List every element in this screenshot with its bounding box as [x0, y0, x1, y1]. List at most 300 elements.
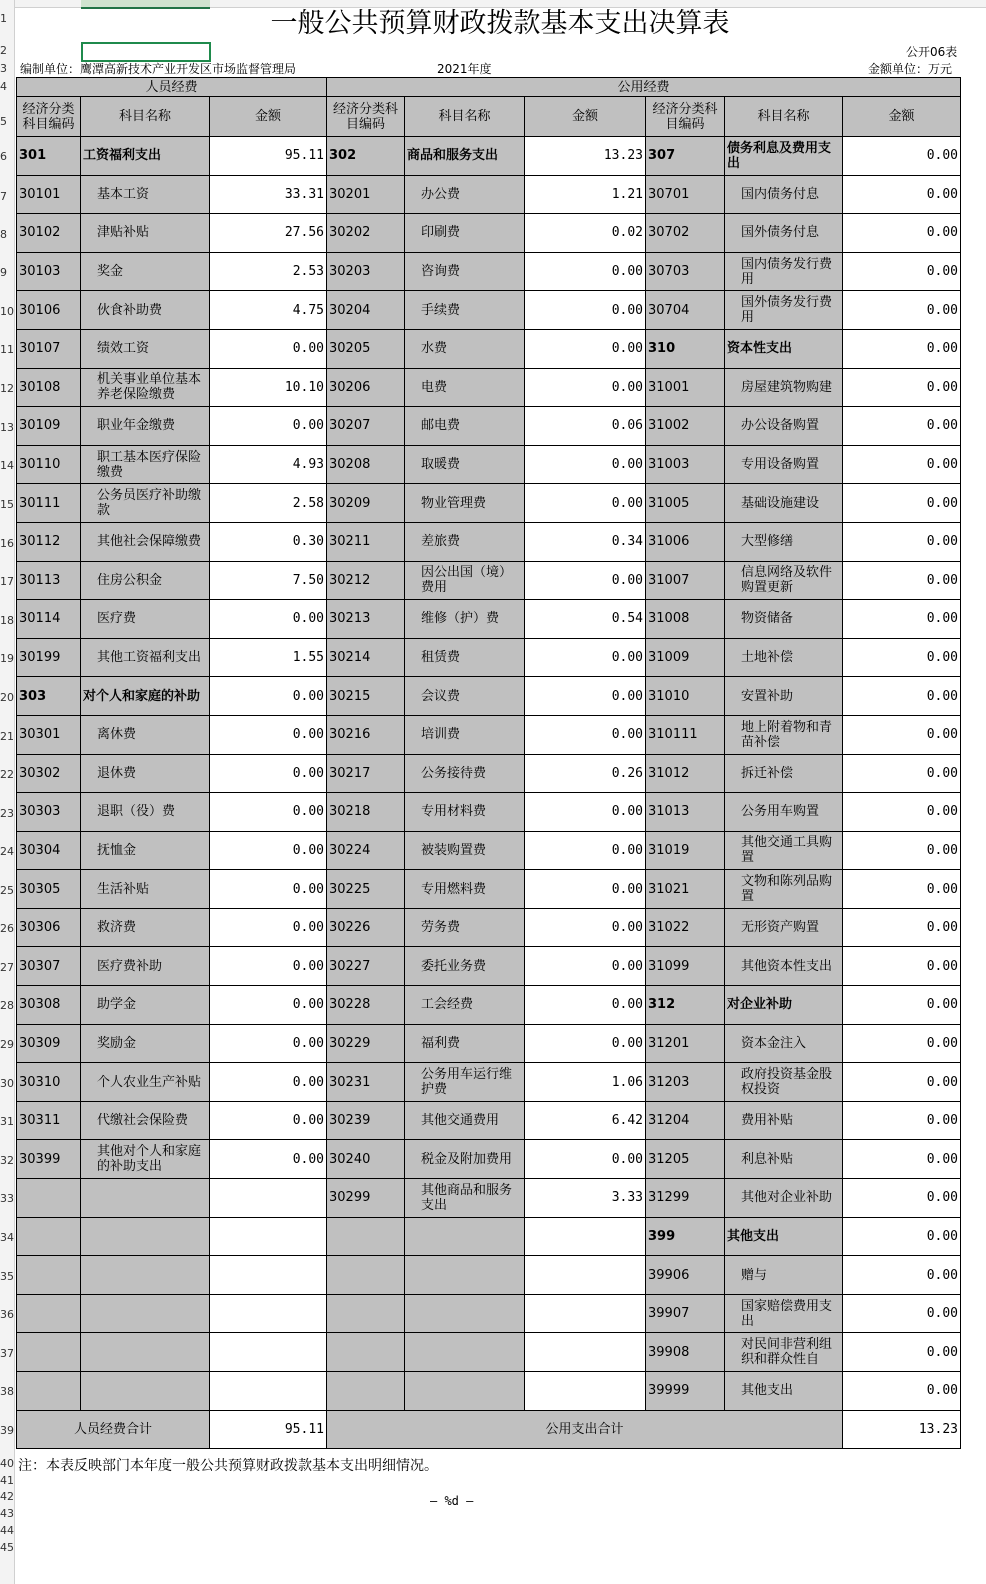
code-cell[interactable]: 30224	[327, 831, 405, 870]
subject-name-cell[interactable]: 对企业补助	[725, 986, 843, 1025]
code-cell[interactable]: 31006	[646, 522, 725, 561]
row-number[interactable]: 22	[0, 768, 14, 781]
subject-name-cell[interactable]: 手续费	[405, 291, 525, 330]
code-cell[interactable]: 30303	[17, 793, 81, 832]
subject-name-cell[interactable]: 代缴社会保险费	[81, 1101, 210, 1140]
subject-name-cell[interactable]: 福利费	[405, 1024, 525, 1063]
code-cell[interactable]: 30214	[327, 638, 405, 677]
col-name-c[interactable]: 科目名称	[725, 97, 843, 137]
amount-cell[interactable]: 0.00	[843, 175, 961, 214]
subject-name-cell[interactable]: 国内债务发行费用	[725, 252, 843, 291]
code-cell[interactable]: 31021	[646, 870, 725, 909]
amount-cell[interactable]	[525, 1372, 646, 1411]
subject-name-cell[interactable]	[81, 1179, 210, 1218]
code-cell[interactable]: 30113	[17, 561, 81, 600]
subject-name-cell[interactable]: 地上附着物和青苗补偿	[725, 715, 843, 754]
code-cell[interactable]	[327, 1217, 405, 1256]
subject-name-cell[interactable]: 住房公积金	[81, 561, 210, 600]
subject-name-cell[interactable]: 奖金	[81, 252, 210, 291]
subject-name-cell[interactable]	[81, 1217, 210, 1256]
subject-name-cell[interactable]: 其他交通工具购置	[725, 831, 843, 870]
row-number[interactable]: 43	[0, 1507, 14, 1520]
subject-name-cell[interactable]: 水费	[405, 329, 525, 368]
code-cell[interactable]: 31008	[646, 600, 725, 639]
amount-cell[interactable]: 6.42	[525, 1101, 646, 1140]
code-cell[interactable]: 30208	[327, 445, 405, 484]
code-cell[interactable]: 31007	[646, 561, 725, 600]
amount-cell[interactable]: 0.00	[525, 445, 646, 484]
personnel-total-label[interactable]: 人员经费合计	[17, 1410, 210, 1448]
amount-cell[interactable]: 0.00	[843, 947, 961, 986]
subject-name-cell[interactable]: 文物和陈列品购置	[725, 870, 843, 909]
subject-name-cell[interactable]: 资本性支出	[725, 329, 843, 368]
code-cell[interactable]: 30305	[17, 870, 81, 909]
code-cell[interactable]: 30204	[327, 291, 405, 330]
amount-cell[interactable]: 0.00	[525, 561, 646, 600]
amount-cell[interactable]	[210, 1179, 327, 1218]
code-cell[interactable]: 30203	[327, 252, 405, 291]
amount-cell[interactable]: 0.00	[525, 638, 646, 677]
amount-cell[interactable]: 0.00	[525, 831, 646, 870]
row-number[interactable]: 11	[0, 343, 14, 356]
amount-cell[interactable]: 0.00	[843, 445, 961, 484]
amount-cell[interactable]: 0.00	[843, 1140, 961, 1179]
code-cell[interactable]	[327, 1333, 405, 1372]
amount-cell[interactable]: 95.11	[210, 137, 327, 176]
code-cell[interactable]: 30239	[327, 1101, 405, 1140]
code-cell[interactable]: 301	[17, 137, 81, 176]
subject-name-cell[interactable]: 救济费	[81, 908, 210, 947]
amount-cell[interactable]: 13.23	[525, 137, 646, 176]
amount-cell[interactable]: 0.00	[843, 368, 961, 407]
subject-name-cell[interactable]: 土地补偿	[725, 638, 843, 677]
code-cell[interactable]: 30229	[327, 1024, 405, 1063]
subject-name-cell[interactable]: 助学金	[81, 986, 210, 1025]
code-cell[interactable]: 302	[327, 137, 405, 176]
amount-cell[interactable]: 0.00	[525, 252, 646, 291]
subject-name-cell[interactable]: 生活补贴	[81, 870, 210, 909]
amount-cell[interactable]: 0.30	[210, 522, 327, 561]
code-cell[interactable]	[327, 1256, 405, 1295]
subject-name-cell[interactable]: 办公费	[405, 175, 525, 214]
subject-name-cell[interactable]: 差旅费	[405, 522, 525, 561]
row-number[interactable]: 23	[0, 807, 14, 820]
row-number[interactable]: 45	[0, 1541, 14, 1554]
amount-cell[interactable]: 0.00	[525, 870, 646, 909]
row-number[interactable]: 38	[0, 1385, 14, 1398]
subject-name-cell[interactable]: 公务用车购置	[725, 793, 843, 832]
code-cell[interactable]: 31099	[646, 947, 725, 986]
selected-cell[interactable]	[81, 42, 211, 62]
public-total-value[interactable]: 13.23	[843, 1410, 961, 1448]
code-cell[interactable]: 30106	[17, 291, 81, 330]
subject-name-cell[interactable]: 租赁费	[405, 638, 525, 677]
amount-cell[interactable]: 4.93	[210, 445, 327, 484]
row-number[interactable]: 26	[0, 922, 14, 935]
subject-name-cell[interactable]: 国家赔偿费用支出	[725, 1294, 843, 1333]
code-cell[interactable]: 30240	[327, 1140, 405, 1179]
amount-cell[interactable]: 0.00	[210, 600, 327, 639]
row-number[interactable]: 32	[0, 1154, 14, 1167]
code-cell[interactable]: 30299	[327, 1179, 405, 1218]
amount-cell[interactable]: 0.00	[843, 291, 961, 330]
code-cell[interactable]: 30201	[327, 175, 405, 214]
code-cell[interactable]: 30226	[327, 908, 405, 947]
amount-cell[interactable]: 0.00	[525, 947, 646, 986]
amount-cell[interactable]: 0.26	[525, 754, 646, 793]
subject-name-cell[interactable]: 对个人和家庭的补助	[81, 677, 210, 716]
row-number[interactable]: 1	[0, 12, 7, 25]
subject-name-cell[interactable]	[81, 1333, 210, 1372]
amount-cell[interactable]: 0.00	[843, 1372, 961, 1411]
subject-name-cell[interactable]: 大型修缮	[725, 522, 843, 561]
code-cell[interactable]: 307	[646, 137, 725, 176]
code-cell[interactable]: 30308	[17, 986, 81, 1025]
code-cell[interactable]: 30109	[17, 407, 81, 446]
code-cell[interactable]: 30225	[327, 870, 405, 909]
subject-name-cell[interactable]: 其他工资福利支出	[81, 638, 210, 677]
subject-name-cell[interactable]: 资本金注入	[725, 1024, 843, 1063]
subject-name-cell[interactable]	[405, 1294, 525, 1333]
row-number[interactable]: 19	[0, 652, 14, 665]
amount-cell[interactable]	[525, 1256, 646, 1295]
amount-cell[interactable]: 3.33	[525, 1179, 646, 1218]
amount-cell[interactable]: 0.00	[843, 137, 961, 176]
code-cell[interactable]: 30103	[17, 252, 81, 291]
code-cell[interactable]: 30704	[646, 291, 725, 330]
subject-name-cell[interactable]: 费用补贴	[725, 1101, 843, 1140]
amount-cell[interactable]	[525, 1333, 646, 1372]
code-cell[interactable]: 30213	[327, 600, 405, 639]
col-amount-b[interactable]: 金额	[525, 97, 646, 137]
code-cell[interactable]: 30309	[17, 1024, 81, 1063]
subject-name-cell[interactable]: 公务用车运行维护费	[405, 1063, 525, 1102]
subject-name-cell[interactable]: 因公出国（境）费用	[405, 561, 525, 600]
code-cell[interactable]	[17, 1333, 81, 1372]
code-cell[interactable]: 31001	[646, 368, 725, 407]
code-cell[interactable]	[17, 1256, 81, 1295]
amount-cell[interactable]: 0.00	[843, 600, 961, 639]
amount-cell[interactable]: 0.00	[210, 677, 327, 716]
code-cell[interactable]: 30217	[327, 754, 405, 793]
amount-cell[interactable]: 0.00	[525, 908, 646, 947]
amount-cell[interactable]: 0.00	[525, 1140, 646, 1179]
code-cell[interactable]: 31002	[646, 407, 725, 446]
subject-name-cell[interactable]: 咨询费	[405, 252, 525, 291]
code-cell[interactable]: 30212	[327, 561, 405, 600]
code-cell[interactable]: 39906	[646, 1256, 725, 1295]
subject-name-cell[interactable]: 专用燃料费	[405, 870, 525, 909]
amount-cell[interactable]: 0.00	[210, 1101, 327, 1140]
amount-cell[interactable]: 27.56	[210, 214, 327, 253]
amount-cell[interactable]: 7.50	[210, 561, 327, 600]
amount-cell[interactable]: 0.00	[843, 1063, 961, 1102]
code-cell[interactable]: 31012	[646, 754, 725, 793]
code-cell[interactable]: 31201	[646, 1024, 725, 1063]
subject-name-cell[interactable]: 取暖费	[405, 445, 525, 484]
amount-cell[interactable]: 0.00	[843, 561, 961, 600]
subject-name-cell[interactable]: 医疗费补助	[81, 947, 210, 986]
subject-name-cell[interactable]: 抚恤金	[81, 831, 210, 870]
code-cell[interactable]: 30110	[17, 445, 81, 484]
code-cell[interactable]: 30107	[17, 329, 81, 368]
subject-name-cell[interactable]: 安置补助	[725, 677, 843, 716]
amount-cell[interactable]	[210, 1256, 327, 1295]
code-cell[interactable]: 31019	[646, 831, 725, 870]
subject-name-cell[interactable]: 信息网络及软件购置更新	[725, 561, 843, 600]
subject-name-cell[interactable]: 赠与	[725, 1256, 843, 1295]
amount-cell[interactable]: 0.00	[843, 1256, 961, 1295]
amount-cell[interactable]	[525, 1294, 646, 1333]
subject-name-cell[interactable]: 其他对企业补助	[725, 1179, 843, 1218]
subject-name-cell[interactable]: 维修（护）费	[405, 600, 525, 639]
amount-cell[interactable]: 0.00	[525, 484, 646, 523]
subject-name-cell[interactable]: 培训费	[405, 715, 525, 754]
row-number[interactable]: 37	[0, 1347, 14, 1360]
code-cell[interactable]: 399	[646, 1217, 725, 1256]
amount-cell[interactable]: 33.31	[210, 175, 327, 214]
code-cell[interactable]: 310	[646, 329, 725, 368]
subject-name-cell[interactable]: 电费	[405, 368, 525, 407]
subject-name-cell[interactable]: 其他交通费用	[405, 1101, 525, 1140]
subject-name-cell[interactable]	[405, 1256, 525, 1295]
code-cell[interactable]: 30218	[327, 793, 405, 832]
amount-cell[interactable]: 0.00	[210, 715, 327, 754]
subject-name-cell[interactable]: 离休费	[81, 715, 210, 754]
subject-name-cell[interactable]: 职工基本医疗保险缴费	[81, 445, 210, 484]
amount-cell[interactable]: 0.00	[525, 291, 646, 330]
amount-cell[interactable]: 0.00	[525, 986, 646, 1025]
row-number[interactable]: 15	[0, 498, 14, 511]
code-cell[interactable]: 31013	[646, 793, 725, 832]
amount-cell[interactable]: 1.55	[210, 638, 327, 677]
row-number[interactable]: 8	[0, 228, 7, 241]
code-cell[interactable]: 30202	[327, 214, 405, 253]
code-cell[interactable]: 31009	[646, 638, 725, 677]
amount-cell[interactable]: 0.00	[843, 754, 961, 793]
col-code-c[interactable]: 经济分类科目编码	[646, 97, 725, 137]
subject-name-cell[interactable]: 物资储备	[725, 600, 843, 639]
row-number[interactable]: 20	[0, 691, 14, 704]
row-number[interactable]: 30	[0, 1077, 14, 1090]
subject-name-cell[interactable]	[405, 1372, 525, 1411]
subject-name-cell[interactable]	[405, 1217, 525, 1256]
row-number[interactable]: 27	[0, 961, 14, 974]
code-cell[interactable]: 30199	[17, 638, 81, 677]
amount-cell[interactable]: 0.00	[843, 1217, 961, 1256]
subject-name-cell[interactable]: 委托业务费	[405, 947, 525, 986]
amount-cell[interactable]: 0.00	[525, 677, 646, 716]
subject-name-cell[interactable]: 国外债务发行费用	[725, 291, 843, 330]
code-cell[interactable]: 303	[17, 677, 81, 716]
code-cell[interactable]: 30215	[327, 677, 405, 716]
amount-cell[interactable]: 4.75	[210, 291, 327, 330]
subject-name-cell[interactable]: 公务接待费	[405, 754, 525, 793]
subject-name-cell[interactable]: 劳务费	[405, 908, 525, 947]
amount-cell[interactable]: 2.53	[210, 252, 327, 291]
col-code-b[interactable]: 经济分类科目编码	[327, 97, 405, 137]
row-number[interactable]: 24	[0, 845, 14, 858]
code-cell[interactable]	[17, 1294, 81, 1333]
subject-name-cell[interactable]: 被装购置费	[405, 831, 525, 870]
amount-cell[interactable]	[210, 1294, 327, 1333]
code-cell[interactable]: 31205	[646, 1140, 725, 1179]
row-number[interactable]: 33	[0, 1192, 14, 1205]
code-cell[interactable]: 30302	[17, 754, 81, 793]
amount-cell[interactable]: 0.00	[210, 793, 327, 832]
public-total-label[interactable]: 公用支出合计	[327, 1410, 843, 1448]
row-number[interactable]: 41	[0, 1474, 14, 1487]
code-cell[interactable]: 31003	[646, 445, 725, 484]
amount-cell[interactable]: 0.00	[843, 677, 961, 716]
code-cell[interactable]: 31299	[646, 1179, 725, 1218]
subject-name-cell[interactable]: 专用设备购置	[725, 445, 843, 484]
amount-cell[interactable]	[210, 1217, 327, 1256]
amount-cell[interactable]: 0.00	[843, 484, 961, 523]
subject-name-cell[interactable]: 其他支出	[725, 1372, 843, 1411]
subject-name-cell[interactable]: 工资福利支出	[81, 137, 210, 176]
subject-name-cell[interactable]: 房屋建筑物购建	[725, 368, 843, 407]
code-cell[interactable]: 31203	[646, 1063, 725, 1102]
amount-cell[interactable]: 0.00	[210, 831, 327, 870]
code-cell[interactable]	[17, 1372, 81, 1411]
row-number[interactable]: 21	[0, 730, 14, 743]
amount-cell[interactable]: 0.00	[843, 831, 961, 870]
amount-cell[interactable]: 0.00	[210, 1024, 327, 1063]
row-number[interactable]: 9	[0, 266, 7, 279]
subject-name-cell[interactable]: 工会经费	[405, 986, 525, 1025]
row-number[interactable]: 17	[0, 575, 14, 588]
col-code-a[interactable]: 经济分类科目编码	[17, 97, 81, 137]
subject-name-cell[interactable]: 退休费	[81, 754, 210, 793]
amount-cell[interactable]: 0.00	[210, 1063, 327, 1102]
amount-cell[interactable]: 0.00	[843, 1024, 961, 1063]
subject-name-cell[interactable]: 会议费	[405, 677, 525, 716]
code-cell[interactable]	[17, 1217, 81, 1256]
code-cell[interactable]: 30108	[17, 368, 81, 407]
row-number[interactable]: 16	[0, 537, 14, 550]
subject-name-cell[interactable]: 基础设施建设	[725, 484, 843, 523]
subject-name-cell[interactable]: 其他对个人和家庭的补助支出	[81, 1140, 210, 1179]
amount-cell[interactable]: 0.00	[210, 986, 327, 1025]
code-cell[interactable]: 31022	[646, 908, 725, 947]
row-number[interactable]: 42	[0, 1490, 14, 1503]
subject-name-cell[interactable]: 税金及附加费用	[405, 1140, 525, 1179]
amount-cell[interactable]: 0.00	[210, 947, 327, 986]
subject-name-cell[interactable]: 医疗费	[81, 600, 210, 639]
subject-name-cell[interactable]: 办公设备购置	[725, 407, 843, 446]
subject-name-cell[interactable]: 退职（役）费	[81, 793, 210, 832]
subject-name-cell[interactable]	[405, 1333, 525, 1372]
row-number[interactable]: 12	[0, 382, 14, 395]
subject-name-cell[interactable]: 绩效工资	[81, 329, 210, 368]
amount-cell[interactable]: 0.00	[210, 908, 327, 947]
subject-name-cell[interactable]: 对民间非营利组织和群众性自	[725, 1333, 843, 1372]
subject-name-cell[interactable]: 其他资本性支出	[725, 947, 843, 986]
code-cell[interactable]: 31204	[646, 1101, 725, 1140]
amount-cell[interactable]: 0.00	[525, 793, 646, 832]
amount-cell[interactable]: 0.00	[843, 870, 961, 909]
amount-cell[interactable]: 0.00	[843, 214, 961, 253]
subject-name-cell[interactable]: 无形资产购置	[725, 908, 843, 947]
subject-name-cell[interactable]: 津贴补贴	[81, 214, 210, 253]
row-number[interactable]: 5	[0, 115, 7, 128]
amount-cell[interactable]: 0.54	[525, 600, 646, 639]
amount-cell[interactable]: 0.00	[843, 715, 961, 754]
subject-name-cell[interactable]: 商品和服务支出	[405, 137, 525, 176]
amount-cell[interactable]	[525, 1217, 646, 1256]
amount-cell[interactable]	[210, 1372, 327, 1411]
row-number[interactable]: 7	[0, 190, 7, 203]
code-cell[interactable]: 30310	[17, 1063, 81, 1102]
code-cell[interactable]: 31005	[646, 484, 725, 523]
row-number[interactable]: 13	[0, 421, 14, 434]
code-cell[interactable]: 30207	[327, 407, 405, 446]
code-cell[interactable]	[327, 1372, 405, 1411]
amount-cell[interactable]: 0.00	[843, 986, 961, 1025]
col-name-a[interactable]: 科目名称	[81, 97, 210, 137]
col-name-b[interactable]: 科目名称	[405, 97, 525, 137]
subject-name-cell[interactable]	[81, 1294, 210, 1333]
amount-cell[interactable]: 0.00	[843, 252, 961, 291]
row-number[interactable]: 10	[0, 305, 14, 318]
row-number[interactable]: 14	[0, 459, 14, 472]
col-amount-c[interactable]: 金额	[843, 97, 961, 137]
amount-cell[interactable]: 0.34	[525, 522, 646, 561]
code-cell[interactable]: 310111	[646, 715, 725, 754]
code-cell[interactable]: 39999	[646, 1372, 725, 1411]
row-number[interactable]: 34	[0, 1231, 14, 1244]
code-cell[interactable]: 30702	[646, 214, 725, 253]
amount-cell[interactable]: 0.00	[525, 368, 646, 407]
code-cell[interactable]: 30209	[327, 484, 405, 523]
row-number[interactable]: 39	[0, 1424, 14, 1437]
code-cell[interactable]: 30101	[17, 175, 81, 214]
amount-cell[interactable]: 0.00	[843, 1179, 961, 1218]
subject-name-cell[interactable]	[81, 1372, 210, 1411]
code-cell[interactable]: 30703	[646, 252, 725, 291]
personnel-header[interactable]: 人员经费	[17, 78, 327, 97]
code-cell[interactable]: 30307	[17, 947, 81, 986]
code-cell[interactable]: 30701	[646, 175, 725, 214]
subject-name-cell[interactable]: 公务员医疗补助缴款	[81, 484, 210, 523]
code-cell[interactable]: 312	[646, 986, 725, 1025]
amount-cell[interactable]: 2.58	[210, 484, 327, 523]
subject-name-cell[interactable]: 其他支出	[725, 1217, 843, 1256]
code-cell[interactable]: 31010	[646, 677, 725, 716]
amount-cell[interactable]: 0.00	[525, 1024, 646, 1063]
subject-name-cell[interactable]: 机关事业单位基本养老保险缴费	[81, 368, 210, 407]
subject-name-cell[interactable]: 国外债务付息	[725, 214, 843, 253]
code-cell[interactable]: 30102	[17, 214, 81, 253]
code-cell[interactable]: 39908	[646, 1333, 725, 1372]
code-cell[interactable]: 30114	[17, 600, 81, 639]
amount-cell[interactable]: 0.00	[843, 793, 961, 832]
code-cell[interactable]: 30304	[17, 831, 81, 870]
code-cell[interactable]: 39907	[646, 1294, 725, 1333]
amount-cell[interactable]: 0.00	[843, 1333, 961, 1372]
subject-name-cell[interactable]: 印刷费	[405, 214, 525, 253]
subject-name-cell[interactable]: 其他社会保障缴费	[81, 522, 210, 561]
amount-cell[interactable]: 1.21	[525, 175, 646, 214]
amount-cell[interactable]: 0.00	[843, 1101, 961, 1140]
amount-cell[interactable]: 10.10	[210, 368, 327, 407]
subject-name-cell[interactable]: 奖励金	[81, 1024, 210, 1063]
code-cell[interactable]: 30399	[17, 1140, 81, 1179]
subject-name-cell[interactable]: 专用材料费	[405, 793, 525, 832]
code-cell[interactable]	[17, 1179, 81, 1218]
amount-cell[interactable]: 0.00	[210, 1140, 327, 1179]
